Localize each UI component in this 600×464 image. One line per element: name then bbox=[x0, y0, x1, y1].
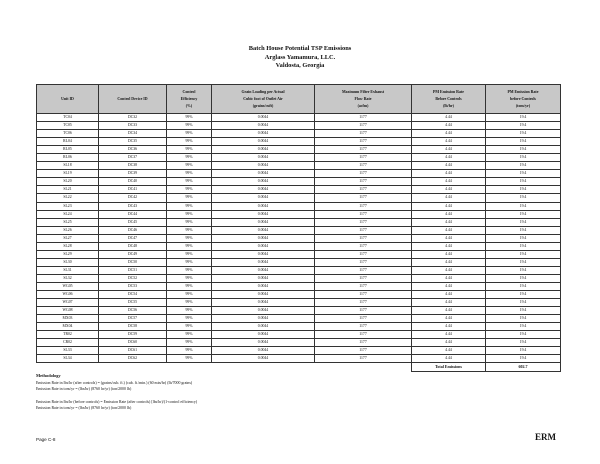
cell-control-device-id: DC58 bbox=[99, 323, 167, 331]
table-row bbox=[37, 323, 561, 331]
cell-control-efficiency: 99% bbox=[167, 331, 212, 339]
table-row bbox=[37, 202, 561, 210]
cell-pm-lbhr: 4.44 bbox=[412, 218, 486, 226]
cell-control-device-id: DC43 bbox=[99, 202, 167, 210]
total-value: 602.7 bbox=[486, 363, 561, 372]
cell-control-efficiency: 99% bbox=[167, 347, 212, 355]
cell-pm-lbhr: 4.44 bbox=[412, 250, 486, 258]
cell-max-flow: 1177 bbox=[315, 339, 412, 347]
cell-grain-loading: 0.0044 bbox=[212, 347, 315, 355]
table-body bbox=[37, 114, 561, 363]
cell-max-flow: 1177 bbox=[315, 266, 412, 274]
cell-grain-loading: 0.0044 bbox=[212, 258, 315, 266]
cell-control-efficiency: 99% bbox=[167, 307, 212, 315]
cell-max-flow: 1177 bbox=[315, 154, 412, 162]
header-pm-tpy: PM Emission Rate before Controls (tons/yr) bbox=[486, 85, 561, 114]
methodology-line-4: Emission Rate in tons/yr = (lbs/hr) (8760 hr/yr) (ton/2000 lb) bbox=[36, 405, 132, 410]
cell-unit-id: TC05 bbox=[37, 122, 99, 130]
cell-control-device-id: DC41 bbox=[99, 186, 167, 194]
cell-grain-loading: 0.0044 bbox=[212, 331, 315, 339]
cell-pm-tpy: 19.4 bbox=[486, 282, 561, 290]
table-row bbox=[37, 138, 561, 146]
cell-grain-loading: 0.0044 bbox=[212, 130, 315, 138]
table-row bbox=[37, 258, 561, 266]
title-line-2: Arglass Yamamura, LLC. bbox=[264, 53, 336, 61]
emissions-table bbox=[36, 84, 561, 372]
cell-grain-loading: 0.0044 bbox=[212, 242, 315, 250]
cell-control-device-id: DC37 bbox=[99, 154, 167, 162]
cell-pm-tpy: 19.4 bbox=[486, 307, 561, 315]
cell-control-device-id: DC45 bbox=[99, 218, 167, 226]
cell-unit-id: WG08 bbox=[37, 307, 99, 315]
cell-grain-loading: 0.0044 bbox=[212, 194, 315, 202]
table-row bbox=[37, 154, 561, 162]
cell-pm-lbhr: 4.44 bbox=[412, 178, 486, 186]
cell-pm-lbhr: 4.44 bbox=[412, 146, 486, 154]
cell-grain-loading: 0.0044 bbox=[212, 234, 315, 242]
erm-logo: ERM bbox=[535, 432, 556, 442]
cell-pm-lbhr: 4.44 bbox=[412, 122, 486, 130]
cell-control-device-id: DC56 bbox=[99, 307, 167, 315]
cell-control-efficiency: 99% bbox=[167, 274, 212, 282]
cell-grain-loading: 0.0044 bbox=[212, 355, 315, 363]
cell-max-flow: 1177 bbox=[315, 274, 412, 282]
cell-control-device-id: DC61 bbox=[99, 347, 167, 355]
cell-control-efficiency: 99% bbox=[167, 194, 212, 202]
cell-max-flow: 1177 bbox=[315, 218, 412, 226]
cell-max-flow: 1177 bbox=[315, 178, 412, 186]
table-row bbox=[37, 331, 561, 339]
emissions-table-wrap bbox=[36, 84, 560, 372]
cell-pm-tpy: 19.4 bbox=[486, 299, 561, 307]
cell-pm-lbhr: 4.44 bbox=[412, 186, 486, 194]
cell-control-efficiency: 99% bbox=[167, 170, 212, 178]
cell-pm-lbhr: 4.44 bbox=[412, 282, 486, 290]
cell-control-efficiency: 99% bbox=[167, 226, 212, 234]
cell-pm-lbhr: 4.44 bbox=[412, 138, 486, 146]
cell-pm-tpy: 19.4 bbox=[486, 339, 561, 347]
cell-pm-tpy: 19.4 bbox=[486, 130, 561, 138]
cell-max-flow: 1177 bbox=[315, 242, 412, 250]
cell-control-device-id: DC39 bbox=[99, 170, 167, 178]
cell-unit-id: TC06 bbox=[37, 130, 99, 138]
cell-pm-tpy: 19.4 bbox=[486, 186, 561, 194]
title-line-3: Valdosta, Georgia bbox=[275, 62, 325, 70]
cell-pm-tpy: 19.4 bbox=[486, 258, 561, 266]
cell-grain-loading: 0.0044 bbox=[212, 323, 315, 331]
cell-unit-id: WG06 bbox=[37, 291, 99, 299]
cell-unit-id: RL05 bbox=[37, 146, 99, 154]
cell-unit-id: SL22 bbox=[37, 194, 99, 202]
cell-control-efficiency: 99% bbox=[167, 114, 212, 122]
cell-unit-id: SL18 bbox=[37, 162, 99, 170]
cell-grain-loading: 0.0044 bbox=[212, 146, 315, 154]
cell-max-flow: 1177 bbox=[315, 331, 412, 339]
cell-control-efficiency: 99% bbox=[167, 250, 212, 258]
cell-control-efficiency: 99% bbox=[167, 234, 212, 242]
cell-pm-tpy: 19.4 bbox=[486, 122, 561, 130]
cell-control-efficiency: 99% bbox=[167, 315, 212, 323]
table-row bbox=[37, 307, 561, 315]
cell-control-device-id: DC40 bbox=[99, 178, 167, 186]
cell-max-flow: 1177 bbox=[315, 162, 412, 170]
cell-pm-lbhr: 4.44 bbox=[412, 194, 486, 202]
methodology-line-3: Emission Rate in lbs/hr (before controls) = Emission Rate (after controls) [lbs/hr)/(1-control efficiency) bbox=[36, 399, 198, 404]
cell-control-device-id: DC57 bbox=[99, 315, 167, 323]
cell-pm-lbhr: 4.44 bbox=[412, 242, 486, 250]
cell-unit-id: RL04 bbox=[37, 138, 99, 146]
cell-control-device-id: DC34 bbox=[99, 130, 167, 138]
cell-unit-id: SL27 bbox=[37, 234, 99, 242]
cell-pm-lbhr: 4.44 bbox=[412, 355, 486, 363]
header-control-efficiency: Control Efficiency (%) bbox=[167, 85, 212, 114]
cell-control-device-id: DC46 bbox=[99, 226, 167, 234]
cell-grain-loading: 0.0044 bbox=[212, 282, 315, 290]
cell-pm-lbhr: 4.44 bbox=[412, 266, 486, 274]
cell-grain-loading: 0.0044 bbox=[212, 170, 315, 178]
cell-pm-lbhr: 4.44 bbox=[412, 323, 486, 331]
table-row bbox=[37, 315, 561, 323]
table-row bbox=[37, 210, 561, 218]
methodology-line-2: Emission Rate in tons/yr = (lbs/hr) (8760 hr/yr) (ton/2000 lb) bbox=[36, 387, 132, 392]
cell-grain-loading: 0.0044 bbox=[212, 250, 315, 258]
cell-pm-tpy: 19.4 bbox=[486, 194, 561, 202]
cell-control-device-id: DC36 bbox=[99, 146, 167, 154]
cell-grain-loading: 0.0044 bbox=[212, 114, 315, 122]
table-row bbox=[37, 162, 561, 170]
cell-max-flow: 1177 bbox=[315, 138, 412, 146]
cell-unit-id: RL06 bbox=[37, 154, 99, 162]
cell-pm-lbhr: 4.44 bbox=[412, 130, 486, 138]
cell-unit-id: SL19 bbox=[37, 170, 99, 178]
cell-max-flow: 1177 bbox=[315, 299, 412, 307]
cell-unit-id: SL26 bbox=[37, 226, 99, 234]
cell-pm-tpy: 19.4 bbox=[486, 323, 561, 331]
cell-control-device-id: DC33 bbox=[99, 122, 167, 130]
cell-pm-lbhr: 4.44 bbox=[412, 202, 486, 210]
table-row bbox=[37, 114, 561, 122]
table-row bbox=[37, 347, 561, 355]
table-row bbox=[37, 299, 561, 307]
cell-pm-lbhr: 4.44 bbox=[412, 162, 486, 170]
table-row bbox=[37, 178, 561, 186]
cell-max-flow: 1177 bbox=[315, 282, 412, 290]
cell-unit-id: SL21 bbox=[37, 186, 99, 194]
table-row bbox=[37, 339, 561, 347]
cell-control-device-id: DC42 bbox=[99, 194, 167, 202]
cell-control-efficiency: 99% bbox=[167, 339, 212, 347]
table-row bbox=[37, 130, 561, 138]
cell-control-device-id: DC52 bbox=[99, 274, 167, 282]
cell-control-efficiency: 99% bbox=[167, 138, 212, 146]
cell-control-efficiency: 99% bbox=[167, 266, 212, 274]
cell-grain-loading: 0.0044 bbox=[212, 291, 315, 299]
cell-grain-loading: 0.0044 bbox=[212, 186, 315, 194]
table-row bbox=[37, 274, 561, 282]
table-row bbox=[37, 250, 561, 258]
cell-grain-loading: 0.0044 bbox=[212, 218, 315, 226]
total-row bbox=[37, 363, 561, 372]
table-row bbox=[37, 355, 561, 363]
cell-control-efficiency: 99% bbox=[167, 258, 212, 266]
cell-pm-lbhr: 4.44 bbox=[412, 315, 486, 323]
cell-max-flow: 1177 bbox=[315, 202, 412, 210]
cell-unit-id: SL24 bbox=[37, 210, 99, 218]
cell-control-device-id: DC35 bbox=[99, 138, 167, 146]
methodology-line-1: Emission Rate in lbs/hr (after controls) = (grains/cub. ft.) (cub. ft./min.) (60 min/hr) (lb/7000 grains) bbox=[36, 381, 193, 386]
cell-pm-tpy: 19.4 bbox=[486, 347, 561, 355]
cell-pm-tpy: 19.4 bbox=[486, 331, 561, 339]
cell-pm-lbhr: 4.44 bbox=[412, 154, 486, 162]
cell-control-efficiency: 99% bbox=[167, 323, 212, 331]
cell-pm-tpy: 19.4 bbox=[486, 266, 561, 274]
cell-max-flow: 1177 bbox=[315, 194, 412, 202]
cell-control-efficiency: 99% bbox=[167, 291, 212, 299]
cell-max-flow: 1177 bbox=[315, 130, 412, 138]
cell-grain-loading: 0.0044 bbox=[212, 315, 315, 323]
cell-pm-lbhr: 4.44 bbox=[412, 170, 486, 178]
cell-control-device-id: DC60 bbox=[99, 339, 167, 347]
cell-pm-tpy: 19.4 bbox=[486, 274, 561, 282]
cell-control-efficiency: 99% bbox=[167, 218, 212, 226]
cell-control-device-id: DC59 bbox=[99, 331, 167, 339]
cell-pm-tpy: 19.4 bbox=[486, 250, 561, 258]
cell-control-device-id: DC50 bbox=[99, 258, 167, 266]
methodology bbox=[36, 373, 197, 411]
cell-max-flow: 1177 bbox=[315, 291, 412, 299]
cell-grain-loading: 0.0044 bbox=[212, 122, 315, 130]
cell-max-flow: 1177 bbox=[315, 315, 412, 323]
cell-pm-lbhr: 4.44 bbox=[412, 114, 486, 122]
cell-max-flow: 1177 bbox=[315, 323, 412, 331]
cell-control-efficiency: 99% bbox=[167, 210, 212, 218]
cell-control-efficiency: 99% bbox=[167, 178, 212, 186]
cell-unit-id: TC04 bbox=[37, 114, 99, 122]
header-max-flow: Maximum Filter Exhaust Flow Rate (acfm) bbox=[315, 85, 412, 114]
cell-pm-lbhr: 4.44 bbox=[412, 339, 486, 347]
cell-control-efficiency: 99% bbox=[167, 146, 212, 154]
table-row bbox=[37, 122, 561, 130]
header-grain-loading: Grain Loading per Actual Cubic foot of Outlet Air (grains/cuft) bbox=[212, 85, 315, 114]
header-control-device-id: Control Device ID bbox=[99, 85, 167, 114]
cell-unit-id: WG05 bbox=[37, 282, 99, 290]
cell-pm-lbhr: 4.44 bbox=[412, 258, 486, 266]
cell-control-device-id: DC53 bbox=[99, 282, 167, 290]
methodology-heading: Methodology bbox=[36, 373, 61, 378]
cell-pm-tpy: 19.4 bbox=[486, 146, 561, 154]
cell-control-device-id: DC32 bbox=[99, 114, 167, 122]
cell-pm-tpy: 19.4 bbox=[486, 291, 561, 299]
cell-unit-id: SL25 bbox=[37, 218, 99, 226]
table-row bbox=[37, 146, 561, 154]
cell-pm-tpy: 19.4 bbox=[486, 226, 561, 234]
cell-pm-tpy: 19.4 bbox=[486, 234, 561, 242]
cell-control-efficiency: 99% bbox=[167, 355, 212, 363]
cell-pm-tpy: 19.4 bbox=[486, 315, 561, 323]
table-row bbox=[37, 291, 561, 299]
cell-control-device-id: DC44 bbox=[99, 210, 167, 218]
table-header bbox=[37, 85, 561, 114]
cell-control-device-id: DC49 bbox=[99, 250, 167, 258]
cell-grain-loading: 0.0044 bbox=[212, 299, 315, 307]
page-number: Page C-8 bbox=[36, 437, 56, 442]
cell-max-flow: 1177 bbox=[315, 355, 412, 363]
cell-unit-id: SL31 bbox=[37, 266, 99, 274]
cell-unit-id: MX03 bbox=[37, 315, 99, 323]
cell-grain-loading: 0.0044 bbox=[212, 162, 315, 170]
cell-control-device-id: DC48 bbox=[99, 242, 167, 250]
cell-unit-id: SL20 bbox=[37, 178, 99, 186]
cell-max-flow: 1177 bbox=[315, 146, 412, 154]
cell-unit-id: SL33 bbox=[37, 347, 99, 355]
cell-max-flow: 1177 bbox=[315, 186, 412, 194]
cell-pm-lbhr: 4.44 bbox=[412, 234, 486, 242]
cell-unit-id: CR02 bbox=[37, 339, 99, 347]
cell-grain-loading: 0.0044 bbox=[212, 154, 315, 162]
header-pm-lbhr: PM Emission Rate Before Controls (lb/hr) bbox=[412, 85, 486, 114]
cell-control-efficiency: 99% bbox=[167, 299, 212, 307]
cell-pm-tpy: 19.4 bbox=[486, 242, 561, 250]
cell-grain-loading: 0.0044 bbox=[212, 307, 315, 315]
cell-max-flow: 1177 bbox=[315, 307, 412, 315]
table-row bbox=[37, 218, 561, 226]
cell-control-device-id: DC47 bbox=[99, 234, 167, 242]
cell-control-device-id: DC38 bbox=[99, 162, 167, 170]
cell-pm-tpy: 19.4 bbox=[486, 170, 561, 178]
cell-max-flow: 1177 bbox=[315, 258, 412, 266]
cell-grain-loading: 0.0044 bbox=[212, 202, 315, 210]
cell-pm-tpy: 19.4 bbox=[486, 355, 561, 363]
cell-pm-lbhr: 4.44 bbox=[412, 307, 486, 315]
cell-max-flow: 1177 bbox=[315, 250, 412, 258]
cell-grain-loading: 0.0044 bbox=[212, 226, 315, 234]
cell-unit-id: SL30 bbox=[37, 258, 99, 266]
cell-pm-tpy: 19.4 bbox=[486, 202, 561, 210]
cell-control-efficiency: 99% bbox=[167, 122, 212, 130]
cell-pm-tpy: 19.4 bbox=[486, 114, 561, 122]
cell-max-flow: 1177 bbox=[315, 170, 412, 178]
cell-unit-id: SL32 bbox=[37, 274, 99, 282]
cell-max-flow: 1177 bbox=[315, 114, 412, 122]
cell-control-device-id: DC55 bbox=[99, 299, 167, 307]
cell-grain-loading: 0.0044 bbox=[212, 138, 315, 146]
cell-control-device-id: DC62 bbox=[99, 355, 167, 363]
table-row bbox=[37, 170, 561, 178]
total-label: Total Emissions bbox=[412, 363, 486, 372]
cell-control-efficiency: 99% bbox=[167, 242, 212, 250]
cell-grain-loading: 0.0044 bbox=[212, 266, 315, 274]
table-row bbox=[37, 266, 561, 274]
cell-pm-lbhr: 4.44 bbox=[412, 299, 486, 307]
cell-pm-lbhr: 4.44 bbox=[412, 274, 486, 282]
cell-pm-lbhr: 4.44 bbox=[412, 226, 486, 234]
cell-grain-loading: 0.0044 bbox=[212, 274, 315, 282]
table-row bbox=[37, 226, 561, 234]
cell-control-device-id: DC54 bbox=[99, 291, 167, 299]
cell-control-efficiency: 99% bbox=[167, 202, 212, 210]
cell-control-efficiency: 99% bbox=[167, 154, 212, 162]
cell-control-efficiency: 99% bbox=[167, 162, 212, 170]
document-title bbox=[0, 45, 600, 71]
cell-pm-tpy: 19.4 bbox=[486, 210, 561, 218]
cell-pm-lbhr: 4.44 bbox=[412, 331, 486, 339]
cell-unit-id: SL29 bbox=[37, 250, 99, 258]
table-row bbox=[37, 186, 561, 194]
cell-grain-loading: 0.0044 bbox=[212, 210, 315, 218]
cell-control-efficiency: 99% bbox=[167, 282, 212, 290]
cell-max-flow: 1177 bbox=[315, 226, 412, 234]
cell-unit-id: MX04 bbox=[37, 323, 99, 331]
cell-pm-lbhr: 4.44 bbox=[412, 291, 486, 299]
header-unit-id: Unit ID bbox=[37, 85, 99, 114]
cell-max-flow: 1177 bbox=[315, 210, 412, 218]
cell-grain-loading: 0.0044 bbox=[212, 178, 315, 186]
cell-pm-lbhr: 4.44 bbox=[412, 210, 486, 218]
cell-pm-tpy: 19.4 bbox=[486, 138, 561, 146]
cell-max-flow: 1177 bbox=[315, 347, 412, 355]
cell-unit-id: TR02 bbox=[37, 331, 99, 339]
cell-pm-lbhr: 4.44 bbox=[412, 347, 486, 355]
cell-unit-id: SL28 bbox=[37, 242, 99, 250]
title-line-1: Batch House Potential TSP Emissions bbox=[248, 45, 352, 52]
cell-max-flow: 1177 bbox=[315, 122, 412, 130]
table-row bbox=[37, 242, 561, 250]
cell-control-efficiency: 99% bbox=[167, 186, 212, 194]
cell-pm-tpy: 19.4 bbox=[486, 162, 561, 170]
cell-unit-id: SL23 bbox=[37, 202, 99, 210]
cell-pm-tpy: 19.4 bbox=[486, 178, 561, 186]
cell-control-efficiency: 99% bbox=[167, 130, 212, 138]
table-row bbox=[37, 234, 561, 242]
cell-pm-tpy: 19.4 bbox=[486, 218, 561, 226]
table-row bbox=[37, 282, 561, 290]
cell-control-device-id: DC51 bbox=[99, 266, 167, 274]
cell-pm-tpy: 19.4 bbox=[486, 154, 561, 162]
cell-grain-loading: 0.0044 bbox=[212, 339, 315, 347]
cell-max-flow: 1177 bbox=[315, 234, 412, 242]
cell-unit-id: SL34 bbox=[37, 355, 99, 363]
table-row bbox=[37, 194, 561, 202]
cell-unit-id: WG07 bbox=[37, 299, 99, 307]
